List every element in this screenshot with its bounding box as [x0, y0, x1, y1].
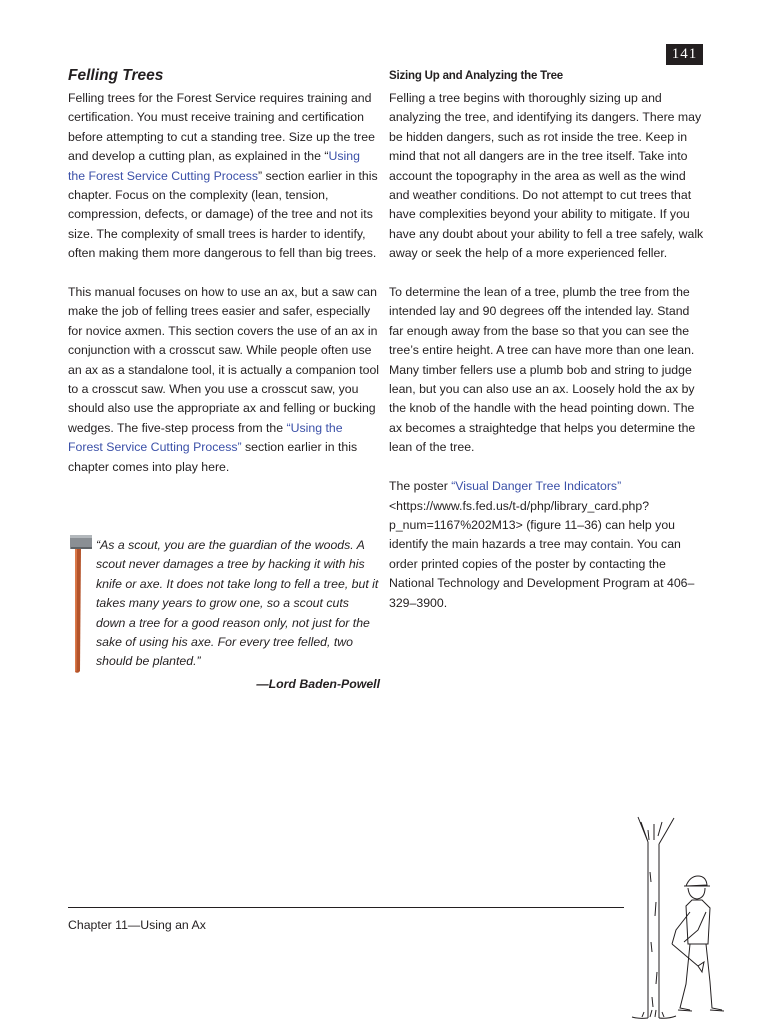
- footer-rule: [68, 907, 624, 908]
- right-column: [389, 66, 705, 613]
- lean-paragraph: To determine the lean of a tree, plumb the tree from the intended lay and 90 degrees off the intended lay. Stand far enough away from the base so that you can see the tree’s entire height. A tree can have more than one lean. Many timber fellers use a plumb bob and string to judge lean, but you can also use an ax. Loosely hold the ax by the knob of the handle with the head pointing down. The ax becomes a straightedge that helps you determine the lean of the tree.: [389, 285, 696, 455]
- subsection-title: Sizing Up and Analyzing the Tree: [389, 70, 564, 82]
- danger-tree-poster-link[interactable]: “Visual Danger Tree Indicators”: [451, 479, 622, 494]
- cutting-process-link[interactable]: Using the Forest Service Cutting Process: [68, 149, 360, 183]
- quote-attribution: —Lord Baden-Powell: [256, 677, 380, 691]
- tree-feller-illustration: [628, 812, 740, 1020]
- quote-text: “As a scout, you are the guardian of the woods. A scout never damages a tree by hacking it with his knife or axe. It does not take long to fell a tree, but it takes many years to grow one, so a scout cuts down a tree for a good reason only, not just for the sake of using his axe. For every tree felled, two should be planted.”: [96, 538, 379, 669]
- sizing-up-paragraph: Felling a tree begins with thoroughly sizing up and analyzing the tree, and identifying its dangers. There may be hidden dangers, such as rot inside the tree. Keep in mind that not all dangers are in the tree itself. Take into account the topography in the area as well as the wind and weather conditions. Do not attempt to cut trees that have complexities beyond your ability to mitigate. If you have any doubt about your ability to fell a tree safely, walk away or seek the help of a more experienced feller.: [389, 91, 704, 261]
- left-column: [68, 66, 380, 477]
- page-number: 141: [666, 44, 703, 65]
- cutting-process-link-2[interactable]: “Using the Forest Service Cutting Process”: [68, 420, 343, 455]
- footer-chapter-label: Chapter 11—Using an Ax: [68, 918, 206, 932]
- axe-icon: [68, 533, 96, 675]
- section-title: Felling Trees: [68, 67, 164, 84]
- poster-paragraph: The poster “Visual Danger Tree Indicators” <https://www.fs.fed.us/t-d/php/library_card.php?p_num=1167%202M13> (figure 11–36) can help you identify the main hazards a tree may contain. You can order printed copies of the poster by contacting the National Technology and Development Program at 406–329–3900.: [389, 479, 695, 610]
- pull-quote: [68, 533, 380, 693]
- ax-and-saw-paragraph: This manual focuses on how to use an ax, but a saw can make the job of felling trees easier and safer, especially for novice axmen. This section covers the use of an ax in conjunction with a crosscut saw. While people often use an ax as a standalone tool, it is actually a companion tool to a crosscut saw. When you use a crosscut saw, you should also use the appropriate ax and felling or bucking wedges. The five-step process from the “Using the Forest Service Cutting Process” section earlier in this chapter comes into play here.: [68, 285, 380, 474]
- felling-intro-paragraph: Felling trees for the Forest Service requires training and certification. You must receive training and certification before attempting to cut a standing tree. Size up the tree and develop a cutting plan, as explained in the “Using the Forest Service Cutting Process” section earlier in this chapter. Focus on the complexity (lean, tension, compression, defects, or damage) of the tree and not its size. The complexity of small trees is harder to identify, often making them more dangerous to fell than big trees.: [68, 91, 378, 261]
